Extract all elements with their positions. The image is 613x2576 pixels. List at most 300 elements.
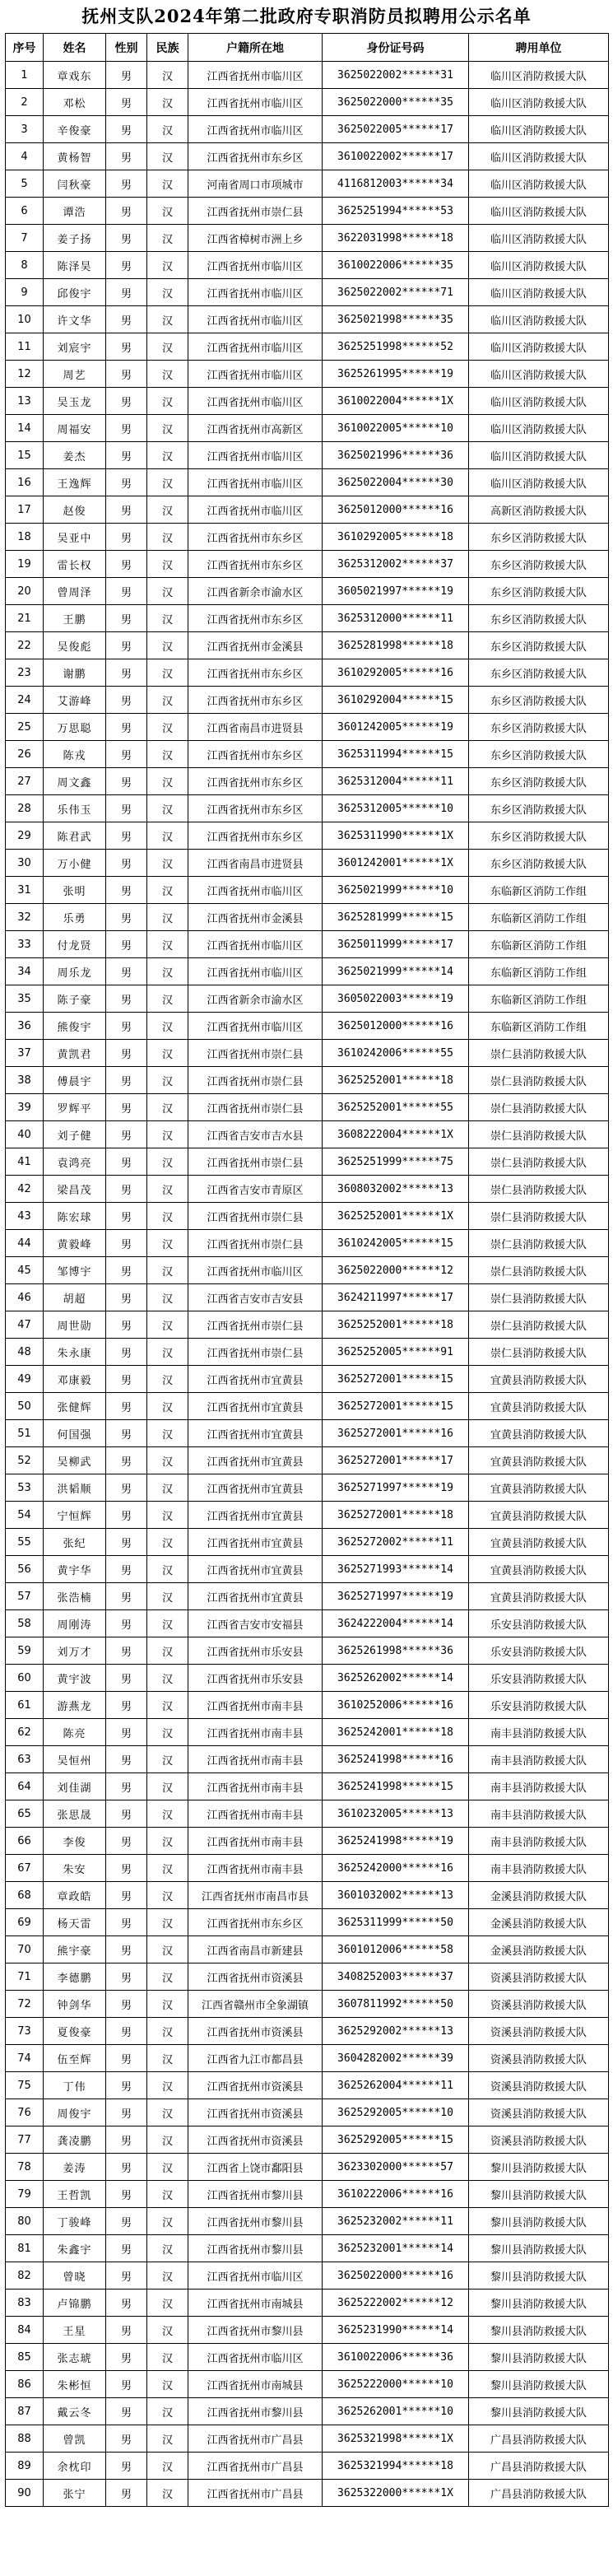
cell-hometown: 江西省抚州市东乡区 xyxy=(188,795,323,822)
cell-id-number: 3625252001******18 xyxy=(323,1311,469,1339)
cell-id-number: 3625292002******13 xyxy=(323,2018,469,2045)
cell-ethnicity: 汉 xyxy=(147,1284,188,1311)
cell-ethnicity: 汉 xyxy=(147,659,188,687)
cell-hometown: 江西省抚州市临川区 xyxy=(188,931,323,958)
cell-unit: 东临新区消防工作组 xyxy=(469,877,609,904)
cell-ethnicity: 汉 xyxy=(147,1719,188,1746)
cell-id-number: 3625021998******35 xyxy=(323,306,469,333)
cell-id-number: 3625261995******19 xyxy=(323,361,469,388)
cell-hometown: 江西省抚州市崇仁县 xyxy=(188,198,323,225)
cell-gender: 男 xyxy=(106,1882,147,1909)
cell-name: 朱彬恒 xyxy=(44,2371,106,2398)
cell-gender: 男 xyxy=(106,551,147,578)
cell-seq: 23 xyxy=(6,659,44,687)
table-row xyxy=(6,850,609,877)
cell-id-number: 3625022002******31 xyxy=(323,62,469,89)
cell-ethnicity: 汉 xyxy=(147,1665,188,1692)
cell-ethnicity: 汉 xyxy=(147,904,188,931)
cell-hometown: 江西省抚州市崇仁县 xyxy=(188,1040,323,1067)
cell-gender: 男 xyxy=(106,605,147,632)
cell-name: 刘宸宇 xyxy=(44,333,106,361)
cell-seq: 17 xyxy=(6,496,44,524)
cell-gender: 男 xyxy=(106,333,147,361)
cell-hometown: 江西省抚州市崇仁县 xyxy=(188,1230,323,1257)
cell-unit: 崇仁县消防救援大队 xyxy=(469,1257,609,1284)
cell-gender: 男 xyxy=(106,958,147,985)
cell-gender: 男 xyxy=(106,1420,147,1447)
cell-unit: 临川区消防救援大队 xyxy=(469,143,609,170)
cell-hometown: 江西省抚州市东乡区 xyxy=(188,551,323,578)
cell-seq: 61 xyxy=(6,1692,44,1719)
cell-unit: 临川区消防救援大队 xyxy=(469,442,609,469)
cell-name: 王逸辉 xyxy=(44,469,106,496)
cell-gender: 男 xyxy=(106,1284,147,1311)
cell-unit: 东乡区消防救援大队 xyxy=(469,822,609,850)
cell-name: 陈亮 xyxy=(44,1719,106,1746)
cell-hometown: 江西省抚州市南城县 xyxy=(188,2371,323,2398)
table-row xyxy=(6,1094,609,1121)
cell-id-number: 3625321994******18 xyxy=(323,2453,469,2480)
cell-name: 张纪 xyxy=(44,1529,106,1556)
cell-name: 余枕印 xyxy=(44,2453,106,2480)
cell-name: 陈子豪 xyxy=(44,985,106,1013)
table-row xyxy=(6,1800,609,1828)
cell-ethnicity: 汉 xyxy=(147,1474,188,1502)
cell-seq: 44 xyxy=(6,1230,44,1257)
cell-unit: 宜黄县消防救援大队 xyxy=(469,1583,609,1610)
cell-gender: 男 xyxy=(106,442,147,469)
cell-name: 伍至辉 xyxy=(44,2045,106,2072)
col-header-name: 姓名 xyxy=(44,34,106,62)
table-row xyxy=(6,62,609,89)
table-row xyxy=(6,1311,609,1339)
cell-id-number: 3625311994******15 xyxy=(323,741,469,768)
table-row xyxy=(6,551,609,578)
table-row xyxy=(6,198,609,225)
cell-unit: 崇仁县消防救援大队 xyxy=(469,1284,609,1311)
cell-ethnicity: 汉 xyxy=(147,361,188,388)
cell-unit: 宜黄县消防救援大队 xyxy=(469,1556,609,1583)
cell-name: 赵俊 xyxy=(44,496,106,524)
table-row xyxy=(6,1393,609,1420)
cell-seq: 20 xyxy=(6,578,44,605)
cell-gender: 男 xyxy=(106,2371,147,2398)
cell-ethnicity: 汉 xyxy=(147,1828,188,1855)
cell-seq: 25 xyxy=(6,714,44,741)
table-row xyxy=(6,1420,609,1447)
cell-gender: 男 xyxy=(106,2398,147,2425)
cell-seq: 70 xyxy=(6,1936,44,1963)
cell-id-number: 3625272002******11 xyxy=(323,1529,469,1556)
cell-gender: 男 xyxy=(106,170,147,198)
cell-ethnicity: 汉 xyxy=(147,1909,188,1936)
cell-ethnicity: 汉 xyxy=(147,1746,188,1773)
cell-seq: 11 xyxy=(6,333,44,361)
cell-gender: 男 xyxy=(106,768,147,795)
cell-unit: 资溪县消防救援大队 xyxy=(469,1991,609,2018)
cell-hometown: 江西省樟树市洲上乡 xyxy=(188,225,323,252)
cell-seq: 81 xyxy=(6,2235,44,2262)
cell-hometown: 江西省上饶市鄱阳县 xyxy=(188,2154,323,2181)
cell-name: 罗辉平 xyxy=(44,1094,106,1121)
cell-hometown: 江西省南昌市进贤县 xyxy=(188,714,323,741)
cell-id-number: 3625251999******75 xyxy=(323,1148,469,1176)
cell-seq: 32 xyxy=(6,904,44,931)
cell-id-number: 3608222004******1X xyxy=(323,1121,469,1148)
cell-id-number: 3625251994******53 xyxy=(323,198,469,225)
cell-seq: 62 xyxy=(6,1719,44,1746)
cell-ethnicity: 汉 xyxy=(147,1556,188,1583)
cell-unit: 崇仁县消防救援大队 xyxy=(469,1121,609,1148)
cell-name: 黄凯君 xyxy=(44,1040,106,1067)
cell-gender: 男 xyxy=(106,1556,147,1583)
cell-unit: 东乡区消防救援大队 xyxy=(469,524,609,551)
cell-id-number: 3625311990******1X xyxy=(323,822,469,850)
cell-id-number: 3607811992******50 xyxy=(323,1991,469,2018)
cell-unit: 金溪县消防救援大队 xyxy=(469,1936,609,1963)
cell-unit: 广昌县消防救援大队 xyxy=(469,2480,609,2507)
cell-hometown: 江西省抚州市宜黄县 xyxy=(188,1556,323,1583)
cell-ethnicity: 汉 xyxy=(147,795,188,822)
cell-unit: 黎川县消防救援大队 xyxy=(469,2317,609,2344)
cell-ethnicity: 汉 xyxy=(147,1963,188,1991)
cell-name: 宁恒辉 xyxy=(44,1502,106,1529)
cell-hometown: 江西省抚州市东乡区 xyxy=(188,1909,323,1936)
cell-gender: 男 xyxy=(106,2126,147,2154)
cell-seq: 76 xyxy=(6,2099,44,2126)
table-row xyxy=(6,2453,609,2480)
cell-name: 邓松 xyxy=(44,89,106,116)
cell-ethnicity: 汉 xyxy=(147,1800,188,1828)
cell-hometown: 江西省抚州市黎川县 xyxy=(188,2317,323,2344)
cell-ethnicity: 汉 xyxy=(147,551,188,578)
cell-name: 梁昌茂 xyxy=(44,1176,106,1203)
cell-name: 张明 xyxy=(44,877,106,904)
cell-gender: 男 xyxy=(106,1230,147,1257)
cell-unit: 资溪县消防救援大队 xyxy=(469,2072,609,2099)
cell-seq: 34 xyxy=(6,958,44,985)
cell-gender: 男 xyxy=(106,361,147,388)
cell-hometown: 江西省抚州市黎川县 xyxy=(188,2181,323,2208)
table-row xyxy=(6,1502,609,1529)
cell-seq: 67 xyxy=(6,1855,44,1882)
cell-ethnicity: 汉 xyxy=(147,198,188,225)
cell-hometown: 江西省抚州市资溪县 xyxy=(188,2126,323,2154)
table-row xyxy=(6,442,609,469)
table-row xyxy=(6,170,609,198)
cell-ethnicity: 汉 xyxy=(147,1610,188,1637)
cell-ethnicity: 汉 xyxy=(147,1773,188,1800)
cell-ethnicity: 汉 xyxy=(147,2262,188,2290)
table-row xyxy=(6,469,609,496)
cell-hometown: 江西省抚州市临川区 xyxy=(188,877,323,904)
cell-seq: 53 xyxy=(6,1474,44,1502)
cell-ethnicity: 汉 xyxy=(147,1882,188,1909)
cell-id-number: 3408252003******37 xyxy=(323,1963,469,1991)
cell-unit: 乐安县消防救援大队 xyxy=(469,1637,609,1665)
cell-ethnicity: 汉 xyxy=(147,2317,188,2344)
cell-name: 周艺 xyxy=(44,361,106,388)
cell-name: 张健辉 xyxy=(44,1393,106,1420)
cell-id-number: 3625252005******91 xyxy=(323,1339,469,1366)
cell-seq: 35 xyxy=(6,985,44,1013)
cell-name: 陈戎 xyxy=(44,741,106,768)
cell-ethnicity: 汉 xyxy=(147,1447,188,1474)
cell-unit: 东乡区消防救援大队 xyxy=(469,714,609,741)
cell-hometown: 江西省抚州市广昌县 xyxy=(188,2453,323,2480)
cell-gender: 男 xyxy=(106,1936,147,1963)
cell-hometown: 江西省抚州市南丰县 xyxy=(188,1855,323,1882)
cell-unit: 临川区消防救援大队 xyxy=(469,170,609,198)
table-row xyxy=(6,714,609,741)
cell-unit: 资溪县消防救援大队 xyxy=(469,2099,609,2126)
cell-id-number: 3625232001******14 xyxy=(323,2235,469,2262)
cell-seq: 55 xyxy=(6,1529,44,1556)
cell-unit: 宜黄县消防救援大队 xyxy=(469,1366,609,1393)
table-row xyxy=(6,985,609,1013)
cell-seq: 71 xyxy=(6,1963,44,1991)
col-header-ethnicity: 民族 xyxy=(147,34,188,62)
cell-id-number: 3625012000******16 xyxy=(323,1013,469,1040)
cell-gender: 男 xyxy=(106,1094,147,1121)
cell-gender: 男 xyxy=(106,1665,147,1692)
table-row xyxy=(6,1719,609,1746)
cell-seq: 54 xyxy=(6,1502,44,1529)
cell-ethnicity: 汉 xyxy=(147,279,188,306)
cell-ethnicity: 汉 xyxy=(147,1692,188,1719)
cell-ethnicity: 汉 xyxy=(147,1991,188,2018)
table-row xyxy=(6,2154,609,2181)
cell-gender: 男 xyxy=(106,1311,147,1339)
cell-id-number: 3625312002******37 xyxy=(323,551,469,578)
cell-seq: 83 xyxy=(6,2290,44,2317)
cell-gender: 男 xyxy=(106,850,147,877)
table-row xyxy=(6,333,609,361)
cell-id-number: 3623302000******57 xyxy=(323,2154,469,2181)
cell-gender: 男 xyxy=(106,931,147,958)
cell-hometown: 江西省抚州市临川区 xyxy=(188,469,323,496)
cell-id-number: 3625262002******14 xyxy=(323,1665,469,1692)
cell-seq: 18 xyxy=(6,524,44,551)
cell-gender: 男 xyxy=(106,1773,147,1800)
cell-unit: 广昌县消防救援大队 xyxy=(469,2425,609,2453)
table-row xyxy=(6,2371,609,2398)
cell-gender: 男 xyxy=(106,1339,147,1366)
cell-name: 姜子扬 xyxy=(44,225,106,252)
cell-unit: 黎川县消防救援大队 xyxy=(469,2290,609,2317)
cell-id-number: 3610242006******55 xyxy=(323,1040,469,1067)
cell-seq: 16 xyxy=(6,469,44,496)
cell-gender: 男 xyxy=(106,1040,147,1067)
cell-gender: 男 xyxy=(106,1583,147,1610)
cell-unit: 南丰县消防救援大队 xyxy=(469,1719,609,1746)
cell-ethnicity: 汉 xyxy=(147,333,188,361)
cell-id-number: 3610232005******13 xyxy=(323,1800,469,1828)
cell-id-number: 3601032002******13 xyxy=(323,1882,469,1909)
cell-id-number: 3625011999******17 xyxy=(323,931,469,958)
cell-ethnicity: 汉 xyxy=(147,2453,188,2480)
cell-seq: 30 xyxy=(6,850,44,877)
cell-id-number: 3625022000******16 xyxy=(323,2262,469,2290)
cell-unit: 南丰县消防救援大队 xyxy=(469,1855,609,1882)
cell-unit: 东临新区消防工作组 xyxy=(469,904,609,931)
cell-seq: 24 xyxy=(6,687,44,714)
cell-gender: 男 xyxy=(106,1393,147,1420)
cell-hometown: 江西省抚州市东乡区 xyxy=(188,822,323,850)
table-row xyxy=(6,415,609,442)
cell-hometown: 江西省抚州市金溪县 xyxy=(188,904,323,931)
cell-ethnicity: 汉 xyxy=(147,1067,188,1094)
cell-seq: 89 xyxy=(6,2453,44,2480)
header-row xyxy=(6,34,609,62)
cell-id-number: 3610292005******18 xyxy=(323,524,469,551)
cell-id-number: 3625262004******11 xyxy=(323,2072,469,2099)
cell-hometown: 江西省抚州市临川区 xyxy=(188,279,323,306)
cell-unit: 乐安县消防救援大队 xyxy=(469,1692,609,1719)
cell-name: 张浩楠 xyxy=(44,1583,106,1610)
cell-hometown: 江西省抚州市资溪县 xyxy=(188,2072,323,2099)
cell-unit: 宜黄县消防救援大队 xyxy=(469,1420,609,1447)
cell-hometown: 江西省抚州市南丰县 xyxy=(188,1719,323,1746)
cell-ethnicity: 汉 xyxy=(147,1502,188,1529)
cell-name: 乐伟玉 xyxy=(44,795,106,822)
cell-id-number: 3625242001******18 xyxy=(323,1719,469,1746)
table-row xyxy=(6,1148,609,1176)
cell-hometown: 江西省抚州市广昌县 xyxy=(188,2425,323,2453)
cell-gender: 男 xyxy=(106,496,147,524)
cell-ethnicity: 汉 xyxy=(147,985,188,1013)
cell-hometown: 江西省南昌市进贤县 xyxy=(188,850,323,877)
cell-gender: 男 xyxy=(106,714,147,741)
cell-hometown: 江西省吉安市吉安县 xyxy=(188,1284,323,1311)
cell-hometown: 江西省抚州市宜黄县 xyxy=(188,1393,323,1420)
cell-gender: 男 xyxy=(106,1013,147,1040)
cell-seq: 52 xyxy=(6,1447,44,1474)
cell-hometown: 江西省抚州市临川区 xyxy=(188,388,323,415)
cell-gender: 男 xyxy=(106,1257,147,1284)
cell-hometown: 江西省抚州市南丰县 xyxy=(188,1828,323,1855)
cell-gender: 男 xyxy=(106,116,147,143)
cell-hometown: 江西省赣州市全象湖镇 xyxy=(188,1991,323,2018)
cell-name: 陈泽昊 xyxy=(44,252,106,279)
cell-id-number: 3625231990******14 xyxy=(323,2317,469,2344)
cell-seq: 39 xyxy=(6,1094,44,1121)
table-row xyxy=(6,1882,609,1909)
cell-ethnicity: 汉 xyxy=(147,415,188,442)
cell-hometown: 江西省抚州市崇仁县 xyxy=(188,1203,323,1230)
cell-unit: 东临新区消防工作组 xyxy=(469,931,609,958)
cell-seq: 57 xyxy=(6,1583,44,1610)
cell-hometown: 江西省抚州市南丰县 xyxy=(188,1692,323,1719)
cell-seq: 63 xyxy=(6,1746,44,1773)
cell-name: 卢锦鹏 xyxy=(44,2290,106,2317)
cell-id-number: 3608032002******13 xyxy=(323,1176,469,1203)
table-row xyxy=(6,1936,609,1963)
table-row xyxy=(6,578,609,605)
cell-id-number: 3625272001******15 xyxy=(323,1393,469,1420)
cell-seq: 82 xyxy=(6,2262,44,2290)
cell-ethnicity: 汉 xyxy=(147,2126,188,2154)
cell-gender: 男 xyxy=(106,1991,147,2018)
cell-gender: 男 xyxy=(106,1447,147,1474)
cell-hometown: 江西省抚州市东乡区 xyxy=(188,768,323,795)
cell-seq: 80 xyxy=(6,2208,44,2235)
cell-hometown: 江西省新余市渝水区 xyxy=(188,985,323,1013)
cell-id-number: 3625022000******35 xyxy=(323,89,469,116)
cell-ethnicity: 汉 xyxy=(147,170,188,198)
cell-gender: 男 xyxy=(106,1963,147,1991)
cell-ethnicity: 汉 xyxy=(147,850,188,877)
cell-seq: 73 xyxy=(6,2018,44,2045)
cell-name: 朱鑫宇 xyxy=(44,2235,106,2262)
cell-name: 胡超 xyxy=(44,1284,106,1311)
cell-ethnicity: 汉 xyxy=(147,1311,188,1339)
cell-ethnicity: 汉 xyxy=(147,1176,188,1203)
cell-unit: 东临新区消防工作组 xyxy=(469,958,609,985)
cell-hometown: 江西省抚州市金溪县 xyxy=(188,632,323,659)
cell-ethnicity: 汉 xyxy=(147,2018,188,2045)
cell-seq: 9 xyxy=(6,279,44,306)
cell-seq: 68 xyxy=(6,1882,44,1909)
cell-id-number: 3601012006******58 xyxy=(323,1936,469,1963)
cell-ethnicity: 汉 xyxy=(147,469,188,496)
cell-seq: 45 xyxy=(6,1257,44,1284)
cell-name: 谭浩 xyxy=(44,198,106,225)
cell-seq: 51 xyxy=(6,1420,44,1447)
cell-hometown: 江西省南昌市新建县 xyxy=(188,1936,323,1963)
cell-name: 何国强 xyxy=(44,1420,106,1447)
cell-ethnicity: 汉 xyxy=(147,62,188,89)
cell-seq: 41 xyxy=(6,1148,44,1176)
cell-ethnicity: 汉 xyxy=(147,2154,188,2181)
table-row xyxy=(6,1040,609,1067)
cell-seq: 42 xyxy=(6,1176,44,1203)
cell-unit: 乐安县消防救援大队 xyxy=(469,1610,609,1637)
cell-name: 李德鹏 xyxy=(44,1963,106,1991)
cell-seq: 78 xyxy=(6,2154,44,2181)
cell-id-number: 3610022006******36 xyxy=(323,2344,469,2371)
cell-ethnicity: 汉 xyxy=(147,1148,188,1176)
cell-unit: 黎川县消防救援大队 xyxy=(469,2208,609,2235)
cell-ethnicity: 汉 xyxy=(147,306,188,333)
cell-name: 刘佳湖 xyxy=(44,1773,106,1800)
cell-seq: 1 xyxy=(6,62,44,89)
cell-unit: 东乡区消防救援大队 xyxy=(469,768,609,795)
cell-id-number: 3625271997******19 xyxy=(323,1583,469,1610)
cell-seq: 43 xyxy=(6,1203,44,1230)
cell-seq: 28 xyxy=(6,795,44,822)
cell-unit: 黎川县消防救援大队 xyxy=(469,2235,609,2262)
table-row xyxy=(6,2480,609,2507)
table-row xyxy=(6,1474,609,1502)
cell-gender: 男 xyxy=(106,1828,147,1855)
table-row xyxy=(6,252,609,279)
cell-name: 万思聪 xyxy=(44,714,106,741)
cell-unit: 临川区消防救援大队 xyxy=(469,225,609,252)
cell-seq: 5 xyxy=(6,170,44,198)
cell-gender: 男 xyxy=(106,1909,147,1936)
cell-hometown: 江西省抚州市临川区 xyxy=(188,1257,323,1284)
cell-name: 姜涛 xyxy=(44,2154,106,2181)
cell-ethnicity: 汉 xyxy=(147,2235,188,2262)
cell-ethnicity: 汉 xyxy=(147,2045,188,2072)
cell-gender: 男 xyxy=(106,2181,147,2208)
cell-ethnicity: 汉 xyxy=(147,1936,188,1963)
table-row xyxy=(6,306,609,333)
cell-seq: 3 xyxy=(6,116,44,143)
cell-gender: 男 xyxy=(106,2018,147,2045)
cell-unit: 临川区消防救援大队 xyxy=(469,469,609,496)
